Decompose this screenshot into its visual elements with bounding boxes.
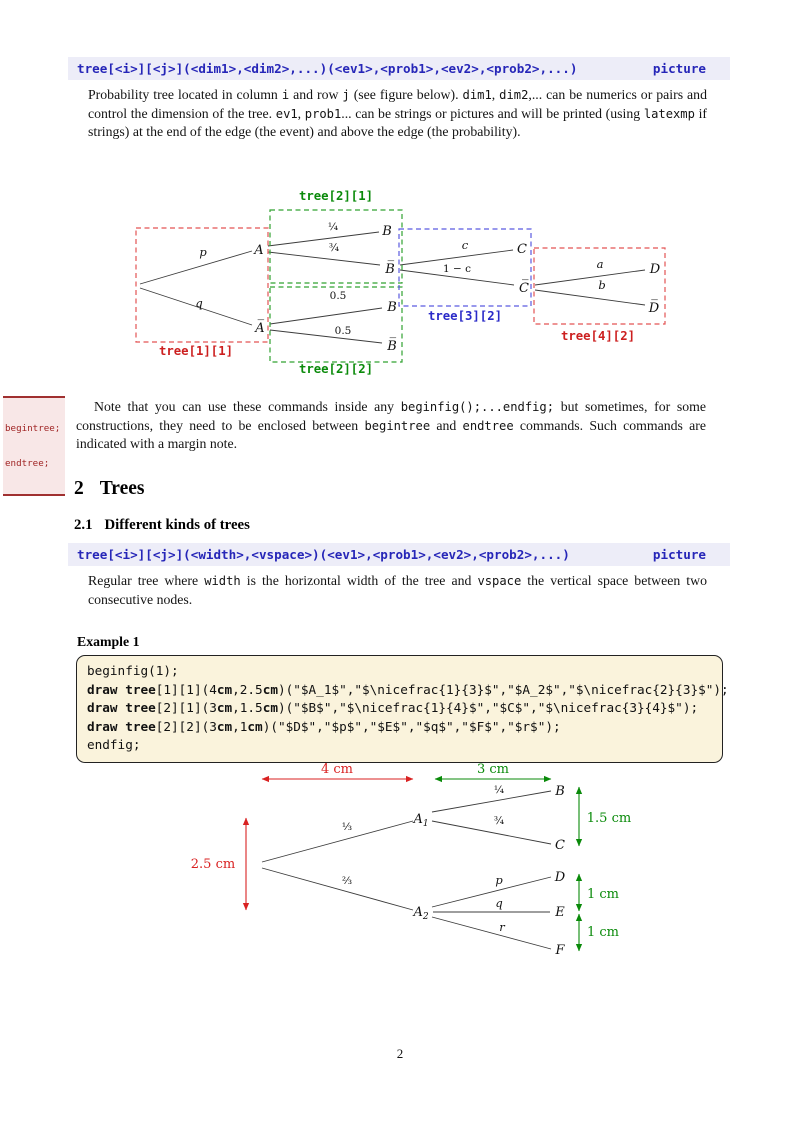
section-title: Trees <box>99 478 145 499</box>
section-heading <box>74 478 145 500</box>
node-label-B: B <box>555 784 565 799</box>
node-label-D: D <box>649 262 661 277</box>
syntax-bar-tree-dims <box>68 57 730 80</box>
paragraph-note-begintree: Note that you can use these commands inside any beginfig();...endfig; but sometimes, for some constructions, they need to be enclosed between begintree and endtree commands. Such commands are indicated with a margin note. <box>76 399 707 451</box>
node-label-A2: $A_2$ <box>413 905 429 922</box>
edge-label-05b: 0.5 <box>334 325 352 337</box>
node-label-Abar: A̅ <box>255 321 265 336</box>
figure-probability-tree-grid <box>118 183 678 388</box>
subsection-heading <box>74 517 250 534</box>
dim-label-1cm-bottom: 1 cm <box>586 925 620 940</box>
code-line: draw tree[2][2](3cm,1cm)("$D$","$p$","$E$","$q$","$F$","$r$"); <box>87 718 561 734</box>
command-signature: tree[<i>][<j>](<dim1>,<dim2>,...)(<ev1>,<prob1>,<ev2>,<prob2>,...) <box>77 61 578 76</box>
node-label-Bbar2: B̅ <box>387 339 397 354</box>
box-label-tree-2-1: tree[2][1] <box>298 189 374 203</box>
dim-label-3cm: 3 cm <box>476 762 510 777</box>
box-label-tree-3-2: tree[3][2] <box>427 309 503 323</box>
node-label-F: F <box>555 943 565 958</box>
node-label-B2: B <box>387 300 397 315</box>
box-label-tree-4-2: tree[4][2] <box>560 329 636 343</box>
dim-label-2-5cm: 2.5 cm <box>190 857 236 872</box>
node-label-Cbar: C̅ <box>519 281 529 296</box>
edge-label-1mc: 1 − c <box>442 263 472 275</box>
edge-label-p: p <box>495 873 503 887</box>
code-line: beginfig(1); <box>87 663 179 678</box>
return-type-label: picture <box>652 61 706 76</box>
edge-label-p: p <box>199 245 207 259</box>
node-label-B1: B <box>382 224 392 239</box>
edge-label-2-3: ⅔ <box>341 875 353 887</box>
edge-label-q: q <box>195 296 203 310</box>
code-line: draw tree[1][1](4cm,2.5cm)("$A_1$","$\nicefrac{1}{3}$","$A_2$","$\nicefrac{2}{3}$"); <box>87 681 729 697</box>
node-label-Bbar1: B̅ <box>385 262 395 277</box>
paragraph-regular-tree: Regular tree where width is the horizontal width of the tree and vspace the vertical space between two consecutive nodes. <box>88 573 707 607</box>
node-label-Dbar: D̅ <box>648 301 660 316</box>
edge-label-3-4: ¾ <box>328 242 340 254</box>
node-label-A: A <box>254 243 264 258</box>
dim-label-1-5cm: 1.5 cm <box>586 811 632 826</box>
example-heading: Example 1 <box>77 634 140 649</box>
edge-label-b: b <box>598 278 606 292</box>
tree-edges <box>262 791 551 949</box>
example-code-block <box>76 655 729 763</box>
section-number: 2 <box>74 478 84 499</box>
syntax-bar-tree-width-vspace <box>68 543 730 566</box>
page-number: 2 <box>396 1046 404 1061</box>
return-type-label: picture <box>652 547 706 562</box>
subsection-number: 2.1 <box>74 517 93 533</box>
edge-label-1-3: ⅓ <box>341 821 353 833</box>
edge-label-1-4: ¼ <box>327 221 339 233</box>
code-line: draw tree[2][1](3cm,1.5cm)("$B$","$\nicefrac{1}{4}$","$C$","$\nicefrac{3}{4}$"); <box>87 700 699 716</box>
margin-note-line: endtree; <box>5 457 50 469</box>
edge-label-q: q <box>495 896 503 910</box>
box-label-tree-2-2: tree[2][2] <box>298 362 374 376</box>
code-line: endfig; <box>87 737 141 753</box>
edge-label-05a: 0.5 <box>329 290 347 302</box>
command-signature: tree[<i>][<j>](<width>,<vspace>)(<ev1>,<prob1>,<ev2>,<prob2>,...) <box>77 547 570 562</box>
margin-note-line: begintree; <box>5 423 61 434</box>
node-label-A1: $A_1$ <box>413 812 429 829</box>
edge-label-a: a <box>596 257 604 271</box>
edge-label-3-4: ¾ <box>493 815 505 827</box>
node-label-E: E <box>555 905 565 920</box>
edge-label-r: r <box>499 920 505 934</box>
node-label-D: D <box>554 870 566 885</box>
subsection-title: Different kinds of trees <box>104 517 250 533</box>
node-label-C: C <box>555 838 565 853</box>
box-label-tree-1-1: tree[1][1] <box>158 344 234 358</box>
figure-example1-tree <box>175 760 650 993</box>
dim-label-4cm: 4 cm <box>320 762 354 777</box>
margin-note-begintree-endtree <box>3 396 65 496</box>
edge-label-c: c <box>461 238 469 252</box>
edge-label-1-4: ¼ <box>493 784 505 796</box>
node-label-C: C <box>517 242 527 257</box>
paragraph-probability-tree: Probability tree located in column i and row j (see figure below). dim1, dim2,... can be numerics or pairs and control the dimension of the tree. ev1, prob1... can be strings or pictures and will be printed (using latexmp if strings) at the end of the edge (the event) and above the edge (the probability). <box>88 87 707 139</box>
dim-label-1cm-top: 1 cm <box>586 887 620 902</box>
